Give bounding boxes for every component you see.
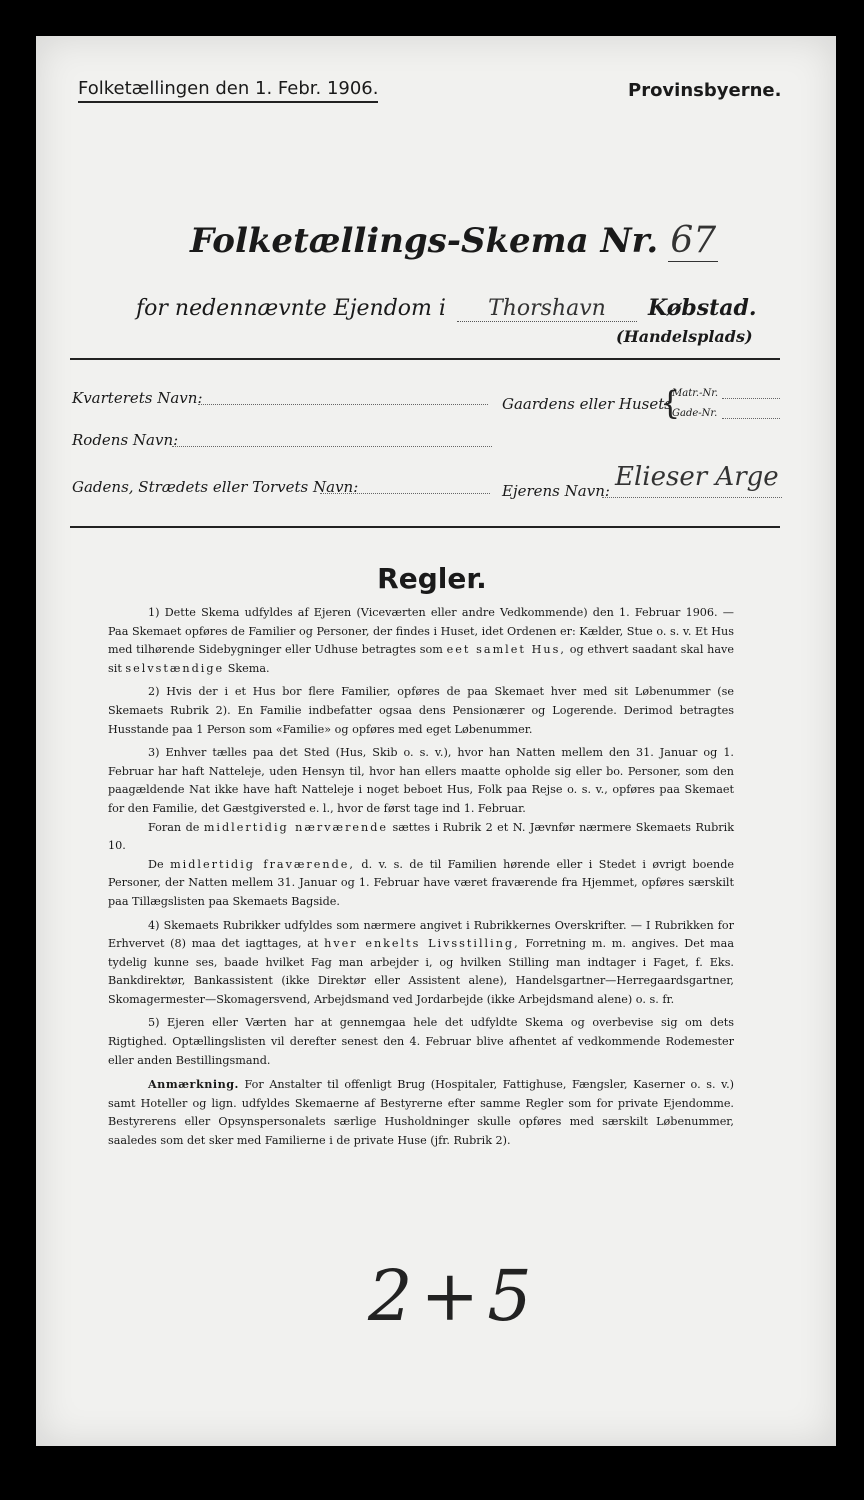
ward-field — [172, 446, 492, 447]
brace-icon: { — [660, 384, 681, 422]
street-field — [320, 493, 490, 494]
place-name: Thorshavn — [457, 296, 637, 322]
divider-bottom — [70, 526, 780, 528]
gade-nr-field — [722, 418, 780, 419]
rule-4: 4) Skemaets Rubrikker udfyldes som nærmere angivet i Rubrikkernes Overskrifter. — I Rubrikken for Erhvervet (8) maa det iagttages, at hver enkelts Livsstilling, Forretning m. m. angives. Det maa tydelig kunne ses, baade hvilket Fag man arbejder i, og hvilken Stilling man indtager i Faget, f. Eks. Bankdirektør, Bankassistent (ikke Direktør eller Assistent alene), Handelsgartner—Herregaardsgartner, Skomagermester—Skomagersvend, Arbejdsmand ved Jordarbejde (ikke Arbejdsmand alene) o. s. fr. — [108, 918, 734, 1006]
rule-3: 3) Enhver tælles paa det Sted (Hus, Skib o. s. v.), hvor han Natten mellem den 31. Januar og 1. Februar har haft Natteleje, uden Hensyn til, hvor han ellers maatte opholde sig eller bo. Personer, som den paagældende Nat ikke have haft Natteleje i noget beboet Hus, Folk paa Rejse o. s. v., opføres paa Skemaet for den Familie, det Gæstgiversted e. l., hvor de først tage ind 1. Februar. — [108, 746, 734, 815]
census-date-header: Folketællingen den 1. Febr. 1906. — [78, 78, 378, 103]
form-title-text: Folketællings-Skema Nr. — [190, 221, 659, 261]
rules-title: Regler. — [377, 562, 487, 595]
district-label: Kvarterets Navn: — [72, 389, 203, 407]
subtitle-prefix: for nedennævnte Ejendom i — [136, 296, 446, 321]
rule-5: 5) Ejeren eller Værten har at gennemgaa hele det udfyldte Skema og overbevise sig om dets Rigtighed. Optællingslisten vil derefter senest den 4. Februar blive afhentet af vedkommende Rodemester eller anden Bestillingsmand. — [108, 1016, 734, 1067]
property-label: Gaardens eller Husets — [502, 395, 672, 413]
remark: Anmærkning. For Anstalter til offenligt Brug (Hospitaler, Fattighuse, Fængsler, Kaserner o. s. v.) samt Hoteller og lign. udfyldes Skemaerne af Bestyrerne efter samme Regler som for private Ejendomme. Bestyrerens eller Opsynspersonalets særlige Husholdninger skulle opføres med særskilt Løbenummer, saaledes som det sker med Familierne i de private Huse (jfr. Rubrik 2). — [108, 1077, 734, 1148]
rule-3c: De midlertidig fraværende, d. v. s. de til Familien hørende eller i Stedet i øvrigt boende Personer, der Natten mellem 31. Januar og 1. Februar have været fraværende fra Hjemmet, opføres særskilt paa Tillægslisten paa Skemaets Bagside. — [108, 857, 734, 908]
gade-nr-label: Gade-Nr. — [672, 408, 718, 419]
divider-top — [70, 358, 780, 360]
region-header: Provinsbyerne. — [628, 80, 782, 101]
owner-name: Elieser Arge — [615, 462, 779, 492]
subtitle-suffix: Købstad. — [647, 295, 757, 321]
matr-field — [722, 398, 780, 399]
owner-field — [602, 497, 782, 498]
rule-2: 2) Hvis der i et Hus bor flere Familier, opføres de paa Skemaet hver med sit Løbenummer (se Skemaets Rubrik 2). En Familie indbefatter ogsaa dens Pensionærer og Logerende. Derimod betragtes Husstande paa 1 Person som «Familie» og opføres med eget Løbenummer. — [108, 685, 734, 736]
matr-label: Matr.-Nr. — [672, 388, 719, 399]
rules-text — [108, 604, 734, 1156]
rule-1: 1) Dette Skema udfyldes af Ejeren (Viceværten eller andre Vedkommende) den 1. Februar 1906. — Paa Skemaet opføres de Familier og Personer, der findes i Huset, idet Ordenen er: Kælder, Stue o. s. v. Et Hus med tilhørende Sidebygninger eller Udhuse betragtes som eet samlet Hus, og ethvert saadant skal have sit selvstændige Skema. — [108, 606, 734, 675]
street-label: Gadens, Strædets eller Torvets Navn: — [72, 478, 359, 496]
district-field — [198, 404, 488, 405]
owner-label: Ejerens Navn: — [502, 482, 610, 500]
handwritten-note: 2+5 — [368, 1255, 540, 1337]
form-number: 67 — [668, 220, 718, 262]
rule-3b: Foran de midlertidig nærværende sættes i Rubrik 2 et N. Jævnfør nærmere Skemaets Rubrik 10. — [108, 820, 734, 853]
form-title — [190, 220, 718, 262]
ward-label: Rodens Navn: — [72, 431, 179, 449]
form-subtitle — [136, 295, 757, 322]
subtitle-alt: (Handelsplads) — [616, 327, 753, 346]
